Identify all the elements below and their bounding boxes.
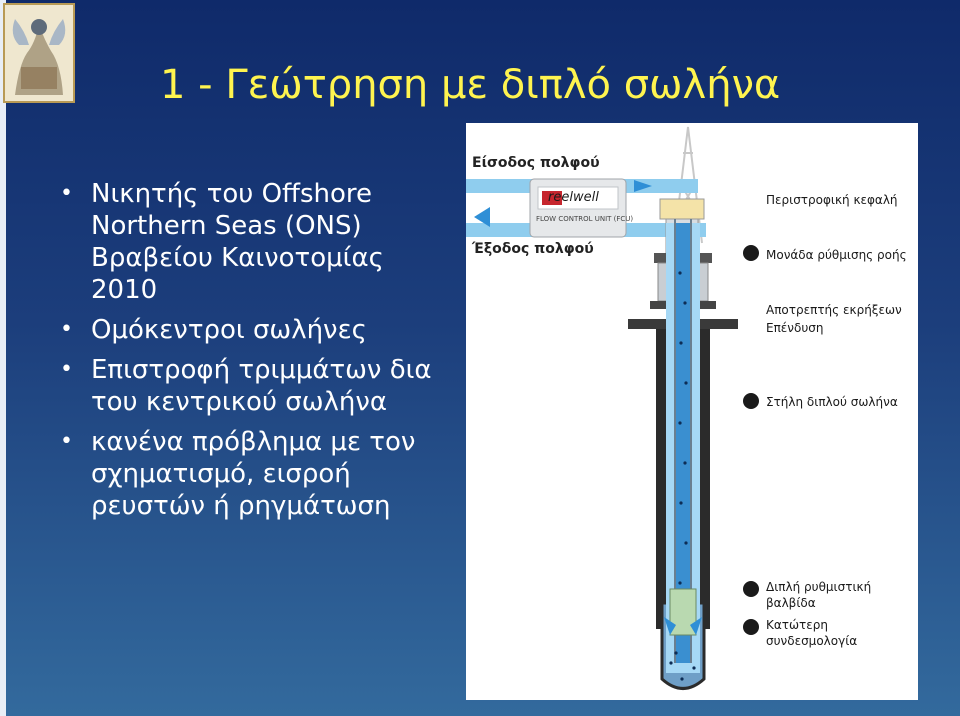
inlet-label: Είσοδος πολφού [472,155,600,171]
callout-flow-control-unit: Μονάδα ρύθμισης ροής [766,248,907,262]
left-edge-strip [0,0,6,716]
callout-bottom-assembly: Κατώτερη [766,618,828,632]
diagram-graphic [466,123,918,700]
dual-pipe-drilling-diagram [466,123,918,700]
fcu-label: FLOW CONTROL UNIT (FCU) [536,215,634,223]
callout-dual-pipe-string: Στήλη διπλού σωλήνα [766,395,898,409]
bullet-dot-icon: • [60,357,73,382]
bullet-dot-icon: • [60,181,73,206]
university-seal-icon [3,3,75,103]
bullet-text: κανένα πρόβλημα με τον σχηματισμό, εισροή ρευστών ή ρηγμάτωση [91,427,416,521]
bullet-item [58,314,458,346]
bullet-item [58,426,458,522]
slide-title: 1 - Γεώτρηση με διπλό σωλήνα [160,62,781,108]
bullet-text: Επιστροφή τριμμάτων δια του κεντρικού σωλήνα [91,355,432,417]
bullet-item [58,354,458,418]
callout-bottom-assembly-2: συνδεσμολογία [766,634,858,648]
callout-dual-valve-2: βαλβίδα [766,596,816,610]
callout-blowout-preventer: Αποτρεπτής εκρήξεων [766,303,902,317]
bullet-item [58,178,458,306]
reelwell-brand: reelwell [548,190,599,205]
bullet-text: Ομόκεντροι σωλήνες [91,315,367,345]
callout-rotating-head: Περιστροφική κεφαλή [766,193,898,207]
bullet-dot-icon: • [60,429,73,454]
bullet-dot-icon: • [60,317,73,342]
bullet-list [58,178,458,530]
outlet-label: Έξοδος πολφού [472,241,594,257]
bullet-text: Νικητής του Offshore Northern Seas (ONS) Βραβείου Καινοτομίας 2010 [91,179,384,305]
callout-dual-valve: Διπλή ρυθμιστική [766,580,872,594]
callout-casing: Επένδυση [766,321,824,335]
